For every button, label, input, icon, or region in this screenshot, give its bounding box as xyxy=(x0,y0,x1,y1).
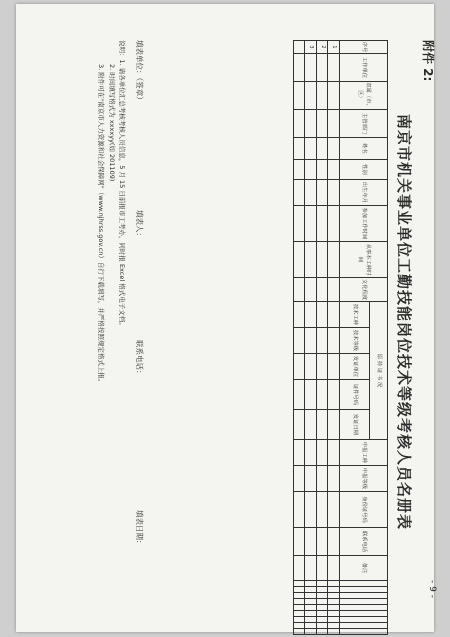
rotated-form xyxy=(35,32,445,612)
roster-table xyxy=(293,40,388,635)
header-birth: 出生年月 xyxy=(340,180,388,206)
header-department: 主管部门 xyxy=(340,110,388,138)
footer-phone-label: 联系电话： xyxy=(135,340,144,378)
row-number: 1 xyxy=(328,41,340,54)
header-contact-phone: 联系电话 xyxy=(340,528,388,556)
header-cert-level: 技术等级 xyxy=(340,328,370,354)
footer-unit-label: 填表单位：（签章） xyxy=(135,40,144,104)
table-row xyxy=(294,41,306,635)
note-3: 3. 附件可在"南京市人力资源和社会保障网"（www.njhrss.gov.cn）自行下载填写，并严格按照规定格式上报。 xyxy=(97,64,106,386)
table-row xyxy=(305,41,317,635)
form-notes xyxy=(96,40,127,605)
footer-date-label: 填表日期： xyxy=(135,510,144,548)
header-name: 姓名 xyxy=(340,138,388,160)
footer-filler-label: 填表人： xyxy=(135,210,144,240)
note-1: 说明：1. 请各单位汇总考核考核人员信息，5 月 15 日前报市工考办，同时报 Excel 格式电子文档。 xyxy=(118,40,126,329)
note-2: 2. 时间填写格式为 xxxxyy(如 201109) xyxy=(107,64,116,182)
header-apply-type: 申报工种 xyxy=(340,440,388,466)
header-original-cert: 原 持 证 书 况 xyxy=(370,302,388,440)
header-remarks: 备注 xyxy=(340,556,388,581)
header-blank xyxy=(340,629,388,635)
header-join-work: 参加工作时间 xyxy=(340,206,388,242)
page-number: - 9 - xyxy=(427,580,437,598)
header-id-number: 身份证号码 xyxy=(340,492,388,528)
header-cert-type-work: 技术工种 xyxy=(340,302,370,328)
header-gender: 性别 xyxy=(340,160,388,180)
header-cert-number: 证件号码 xyxy=(340,380,370,410)
attachment-label: 附件 2: xyxy=(421,40,435,82)
document-page xyxy=(16,4,437,632)
header-education: 文化程度 xyxy=(340,278,388,302)
header-district: 隶属（市、区） xyxy=(340,82,388,110)
header-cert-date: 发证日期 xyxy=(340,410,370,440)
header-work-unit: 工作单位 xyxy=(340,54,388,82)
row-number: 2 xyxy=(317,41,329,54)
header-cert-issuer: 发证单位 xyxy=(340,354,370,380)
header-seq: 序号 xyxy=(340,41,388,54)
table-row xyxy=(328,41,340,635)
table-row xyxy=(317,41,329,635)
header-work-duration: 从事本工种时间 xyxy=(340,242,388,278)
header-apply-level: 申报等级 xyxy=(340,466,388,492)
row-number: 3 xyxy=(305,41,317,54)
document-title: 南京市机关事业单位工勤技能岗位技术等级考核人员名册表 xyxy=(395,113,413,530)
